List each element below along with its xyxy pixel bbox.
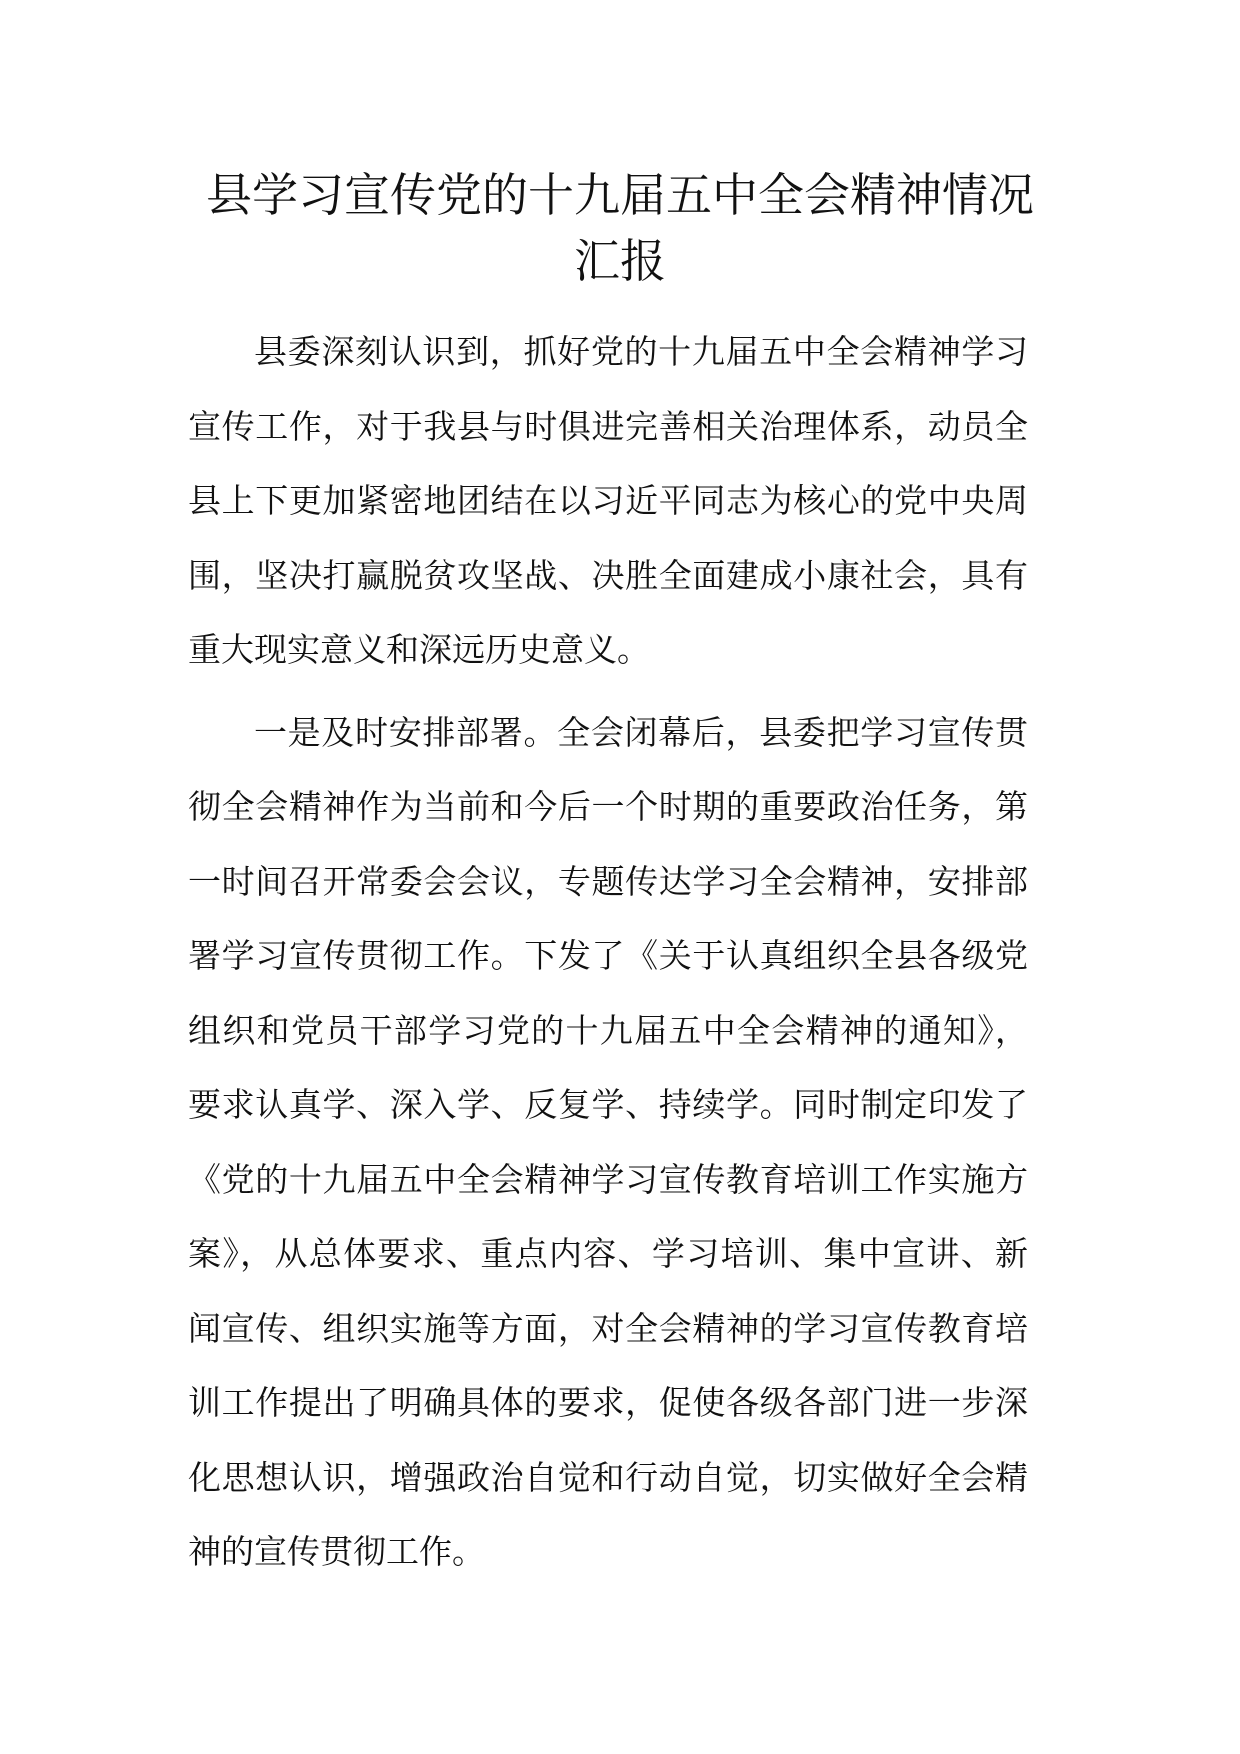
document-body (188, 315, 1028, 1590)
title-line-1: 县学习宣传党的十九届五中全会精神情况 (206, 168, 1034, 222)
title-line-2: 汇报 (574, 234, 666, 288)
paragraph-intro: 县委深刻认识到，抓好党的十九届五中全会精神学习宣传工作，对于我县与时俱进完善相关治理体系，动员全县上下更加紧密地团结在以习近平同志为核心的党中央周围，坚决打赢脱贫攻坚战、决胜全面建成小康社会，具有重大现实意义和深远历史意义。 (188, 332, 1028, 669)
document-title (150, 162, 1090, 294)
paragraph-deployment: 一是及时安排部署。全会闭幕后，县委把学习宣传贯彻全会精神作为当前和今后一个时期的重要政治任务，第一时间召开常委会会议，专题传达学习全会精神，安排部署学习宣传贯彻工作。下发了《关于认真组织全县各级党组织和党员干部学习党的十九届五中全会精神的通知》，要求认真学、深入学、反复学、持续学。同时制定印发了《党的十九届五中全会精神学习宣传教育培训工作实施方案》，从总体要求、重点内容、学习培训、集中宣讲、新闻宣传、组织实施等方面，对全会精神的学习宣传教育培训工作提出了明确具体的要求，促使各级各部门进一步深化思想认识，增强政治自觉和行动自觉，切实做好全会精神的宣传贯彻工作。 (188, 712, 1028, 1571)
